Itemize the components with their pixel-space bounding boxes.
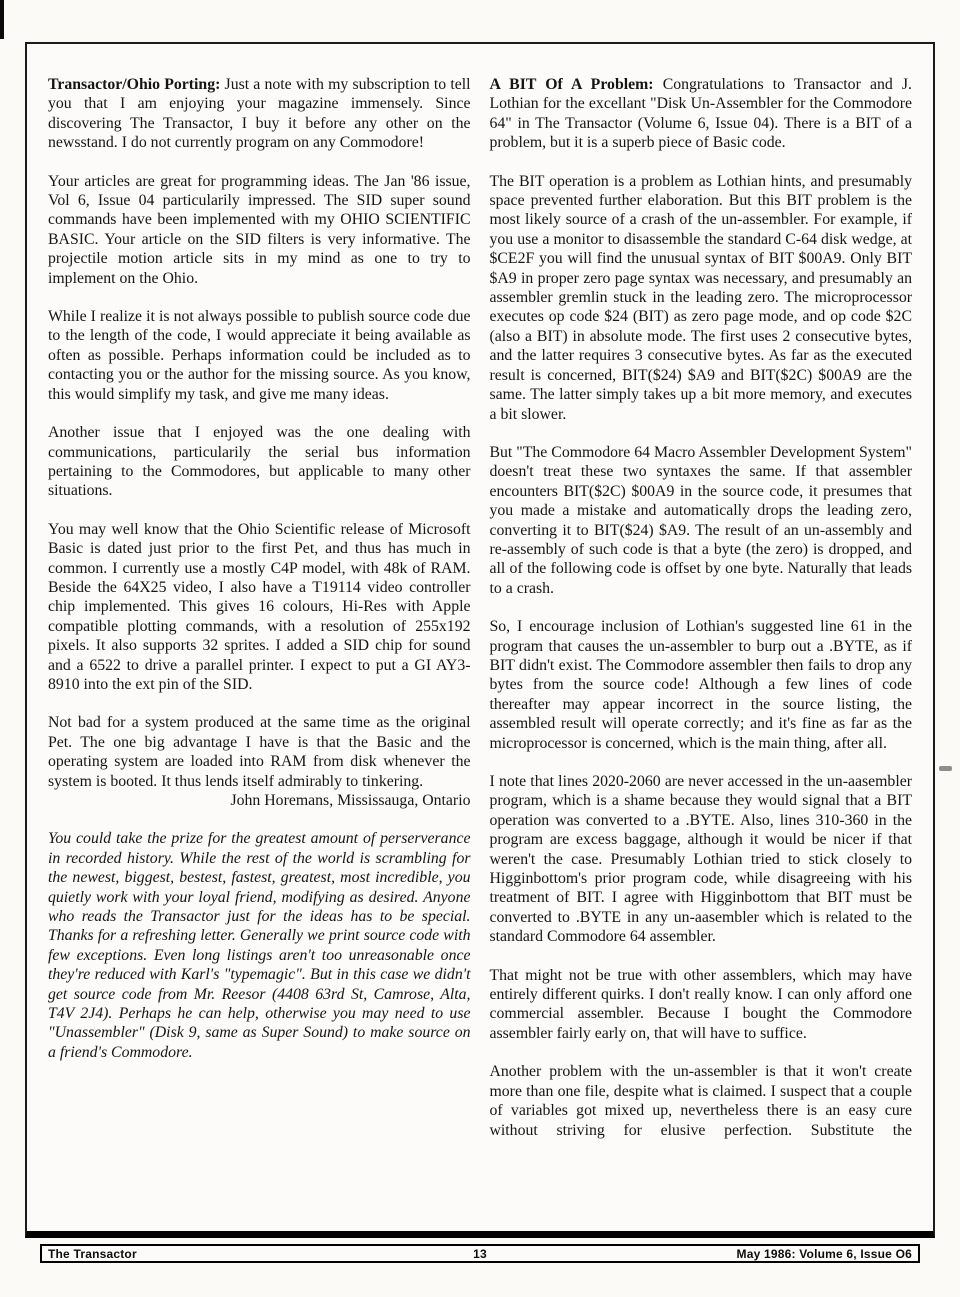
paragraph-text: Just a note with my subscription to tell you that I am enjoying your magazine immensely. Since discovering The Transactor, I buy it before any other on the newsstand. I do not currently program on any Commodore!	[48, 76, 471, 152]
letter-ohio-porting-paragraph-2: Your articles are great for programming ideas. The Jan '86 issue, Vol 6, Issue 04 particularily impressed. The SID super sound commands have been implemented with my OHIO SCIENTIFIC BASIC. Your article on the SID filters is very informative. The projectile motion article sits in my mind as one to try to implement on the Ohio.	[48, 172, 471, 287]
letter-ohio-porting-paragraph-5: You may well know that the Ohio Scientific release of Microsoft Basic is dated just prior to the first Pet, and thus has much in common. I currently use a mostly C4P model, with 48k of RAM. Beside the 64X25 video, I also have a T19114 video controller chip implemented. This gives 16 colours, Hi-Res with Apple compatible plotting commands, with a resolution of 255x192 pixels. It also supports 32 sprites. I added a SID chip for sound and a 6522 to drive a parallel printer. I expect to put a GI AY3-8910 into the ext pin of the SID.	[48, 520, 471, 693]
letter-bit-problem-paragraph-2: The BIT operation is a problem as Lothian hints, and presumably space prevented further elaboration. But this BIT problem is the most likely source of a crash of the un-assembler. For example, if you use a monitor to disassemble the standard C-64 disk wedge, at $CE2F you will find the unusual syntax of BIT $00A9. Only BIT $A9 in proper zero page syntax was necessary, and presumably an assembler gremlin stuck in the leading zero. The microprocessor executes op code $24 (BIT) as zero page mode, and op code $2C (also a BIT) in absolute mode. The first uses 2 consecutive bytes, and the latter requires 3 consecutive bytes. As far as the executed result is concerned, BIT($24) $A9 and BIT($2C) $00A9 are the same. The latter simply takes up a bit more memory, and executes a bit slower.	[489, 172, 912, 423]
paragraph-text: Congratulations to Transactor and J. Lothian for the excellant "Disk Un-Assembler for the Commodore 64" in The Transactor (Volume 6, Issue 04). There is a BIT of a problem, but it is a superb piece of Basic code.	[489, 76, 912, 152]
scan-artifact-edge	[939, 766, 952, 771]
letter-heading-a-bit-of-a-problem: A BIT Of A Problem:	[489, 76, 654, 93]
letter-bit-problem-paragraph-3: But "The Commodore 64 Macro Assembler Development System" doesn't treat these two syntaxes the same. If that assembler encounters BIT($2C) $00A9 in the source code, it presumes that you made a mistake and automatically drops the leading zero, converting it to BIT($24) $A9. The result of an un-assembly and re-assembly of such code is that a byte (the zero) is dropped, and all of the following code is offset by one byte. Naturally that leads to a crash.	[489, 443, 912, 597]
two-column-layout	[27, 44, 933, 1231]
scan-artifact-corner	[0, 0, 4, 39]
letter-bit-problem-paragraph-6: That might not be true with other assemblers, which may have entirely different quirks. I don't really know. I can only afford one commercial assembler. Because I bought the Commodore assembler fairly early on, that will have to suffice.	[489, 966, 912, 1042]
letter-bit-problem-paragraph-5: I note that lines 2020-2060 are never accessed in the un-aasembler program, which is a shame because they would signal that a BIT operation was converted to a .BYTE. Also, lines 310-360 in the program are excess baggage, although it would be nicer if that weren't the case. Presumably Lothian tried to stick closely to Higginbottom's prior program code, while disagreeing with his treatment of BIT. I agree with Higginbottom that BIT must be converted to .BYTE in any un-aasembler which is related to the standard Commodore 64 assembler.	[489, 773, 912, 946]
letter-ohio-porting-paragraph-4: Another issue that I enjoyed was the one dealing with communications, particularily the serial bus information pertaining to the Commodores, but applicable to many other situations.	[48, 424, 471, 500]
letter-ohio-porting-paragraph-3: While I realize it is not always possible to publish source code due to the length of the code, I would appreciate it being available as often as possible. Perhaps information could be included as to contacting you or the author for the missing source. As you know, this would simplify my task, and give me many ideas.	[48, 308, 471, 403]
letter-signature: John Horemans, Mississauga, Ontario	[230, 792, 471, 809]
letter-bit-problem-paragraph-7: Another problem with the un-assembler is that it won't create more than one file, despite what is claimed. I suspect that a couple of variables got mixed up, nevertheless there is an easy cure without striving for elusive perfection. Substitute the	[489, 1063, 912, 1139]
footer-page-number: 13	[473, 1246, 487, 1261]
page-footer-bar	[40, 1244, 920, 1263]
letter-ohio-porting-paragraph-6: Not bad for a system produced at the same time as the original Pet. The one big advantage I have is that the Basic and the operating system are loaded into RAM from disk whenever the system is booted. It thus lends itself admirably to tinkering.	[48, 714, 471, 790]
footer-issue-label: May 1986: Volume 6, Issue O6	[736, 1246, 912, 1261]
letter-bit-problem-paragraph-4: So, I encourage inclusion of Lothian's suggested line 61 in the program that causes the un-assembler to burp out a .BYTE, as if BIT didn't exist. The Commodore assembler then fails to drop any bytes from the source code! Although a few lines of code thereafter may appear incorrect in the source listing, the assembled result will operate correctly; and it's fine as far as the microprocessor is concerned, which is the main thing, after all.	[489, 618, 912, 752]
right-column	[490, 75, 913, 1231]
footer-magazine-name: The Transactor	[48, 1246, 137, 1261]
editor-reply-italic: You could take the prize for the greatest amount of perserverance in recorded history. While the rest of the world is scrambling for the newest, biggest, bestest, fastest, greatest, most incredible, you quietly work with your loyal friend, modifying as desired. Anyone who reads the Transactor just for the ideas has to be special. Thanks for a refreshing letter. Generally we print source code with few exceptions. Even long listings aren't too unreasonable once they're reduced with Karl's "typemagic". But in this case we didn't get source code from Mr. Reesor (4408 63rd St, Camrose, Alta, T4V 2J4). Perhaps he can help, otherwise you may need to use "Unassembler" (Disk 9, same as Super Sound) to make source on a friend's Commodore.	[48, 830, 471, 1061]
letter-bit-problem-paragraph-1	[490, 75, 913, 153]
page-frame	[25, 42, 935, 1238]
letter-heading-transactor-ohio-porting: Transactor/Ohio Porting:	[48, 76, 221, 93]
left-column	[48, 75, 471, 1231]
letter-ohio-porting-paragraph-1	[48, 75, 471, 153]
